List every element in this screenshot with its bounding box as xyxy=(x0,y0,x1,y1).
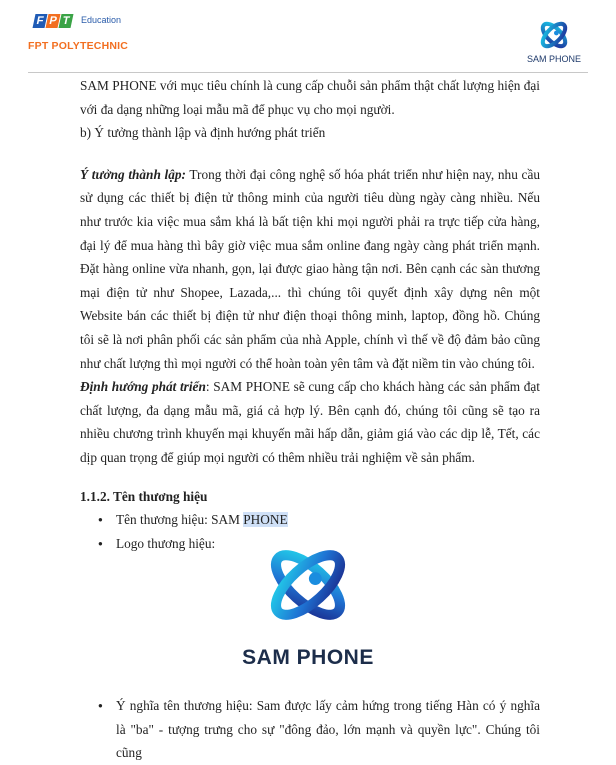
orientation-label: Định hướng phát triển xyxy=(80,379,206,395)
meaning-section xyxy=(80,694,540,765)
brand-logo-caption-wrap xyxy=(0,640,616,670)
fpt-letters xyxy=(34,14,73,28)
logo-caption: SAM PHONE xyxy=(242,646,374,669)
fpt-polytechnic-label: FPT POLYTECHNIC xyxy=(28,40,129,52)
idea-label: Ý tưởng thành lập: xyxy=(80,166,186,182)
idea-paragraph xyxy=(80,163,540,375)
brand-logo-figure xyxy=(0,544,616,626)
section-title: 1.1.2. Tên thương hiệu xyxy=(80,488,208,504)
subsection-b-heading: b) Ý tưởng thành lập và định hướng phát triển xyxy=(80,125,326,141)
idea-text: Trong thời đại công nghệ số hóa phát triển như hiện nay, nhu cầu sử dụng các thiết bị điện tử thông minh của người tiêu dùng ngày càng nhiều. Nếu như trước kia việc mua sắm khá là bất tiện khi mọi người phải ra trực tiếp cửa hàng, đại lý để mua hàng thì bây giờ việc mua sắm online đang ngày càng phát triển mạnh. Đặt hàng online vừa nhanh, gọn, lại được giao hàng tận nơi. Bên cạnh các sàn thương mại điện tử như Shopee, Lazada,... thì chúng tôi quyết định xây dựng nên một Website bán các thiết bị điện tử như điện thoại thông minh, laptop, đồng hồ. Chúng tôi sẽ là nơi phân phối các sản phẩm của nhà Apple, chính vì thế về độ đảm bảo cũng như chất lượng thì mọi người có thể hoàn toàn yên tâm và đặt niềm tin vào chúng tôi. xyxy=(80,166,540,371)
list-item xyxy=(80,508,540,532)
document-body xyxy=(80,74,540,555)
fpt-polytechnic-logo xyxy=(26,14,146,56)
orientation-text: : SAM PHONE sẽ cung cấp cho khách hàng các sản phẩm đạt chất lượng, đa dạng mẫu mã, giá cả hợp lý. Bên cạnh đó, chúng tôi cũng sẽ tạo ra nhiều chương trình khuyến mại khuyến mãi hấp dẫn, giảm giá vào các dịp lễ, Tết, các dịp quan trọng để giúp mọi người có thêm nhiều trải nghiệm về sản phẩm. xyxy=(80,379,540,465)
sam-phone-logo-icon xyxy=(537,18,571,52)
fpt-education-label: Education xyxy=(81,15,122,25)
orientation-paragraph xyxy=(80,375,540,469)
intro-paragraph: SAM PHONE với mục tiêu chính là cung cấp chuỗi sản phẩm thật chất lượng hiện đại với đa dạng những loại mẫu mã để phục vụ cho mọi người. xyxy=(80,78,540,117)
list-item: ● Ý nghĩa tên thương hiệu: Sam được lấy cảm hứng trong tiếng Hàn có ý nghĩa là "ba" - tượng trưng cho sự "đông đảo, lớn mạnh và quyền lực". Chúng tôi cũng xyxy=(80,694,540,765)
fpt-letter-p: P xyxy=(46,14,61,28)
header-divider xyxy=(28,72,588,73)
sam-phone-logo-icon xyxy=(262,544,354,626)
highlighted-text[interactable]: PHONE xyxy=(243,512,288,528)
brand-name-prefix: Tên thương hiệu: SAM xyxy=(116,512,244,528)
fpt-letter-f: F xyxy=(33,14,48,28)
meaning-bullet-list xyxy=(80,694,540,765)
list-item: ● Logo thương hiệu: xyxy=(80,532,540,556)
fpt-letter-t: T xyxy=(59,14,74,28)
header-brand-logo xyxy=(522,18,586,64)
header-brand-name: SAM PHONE xyxy=(526,54,581,64)
